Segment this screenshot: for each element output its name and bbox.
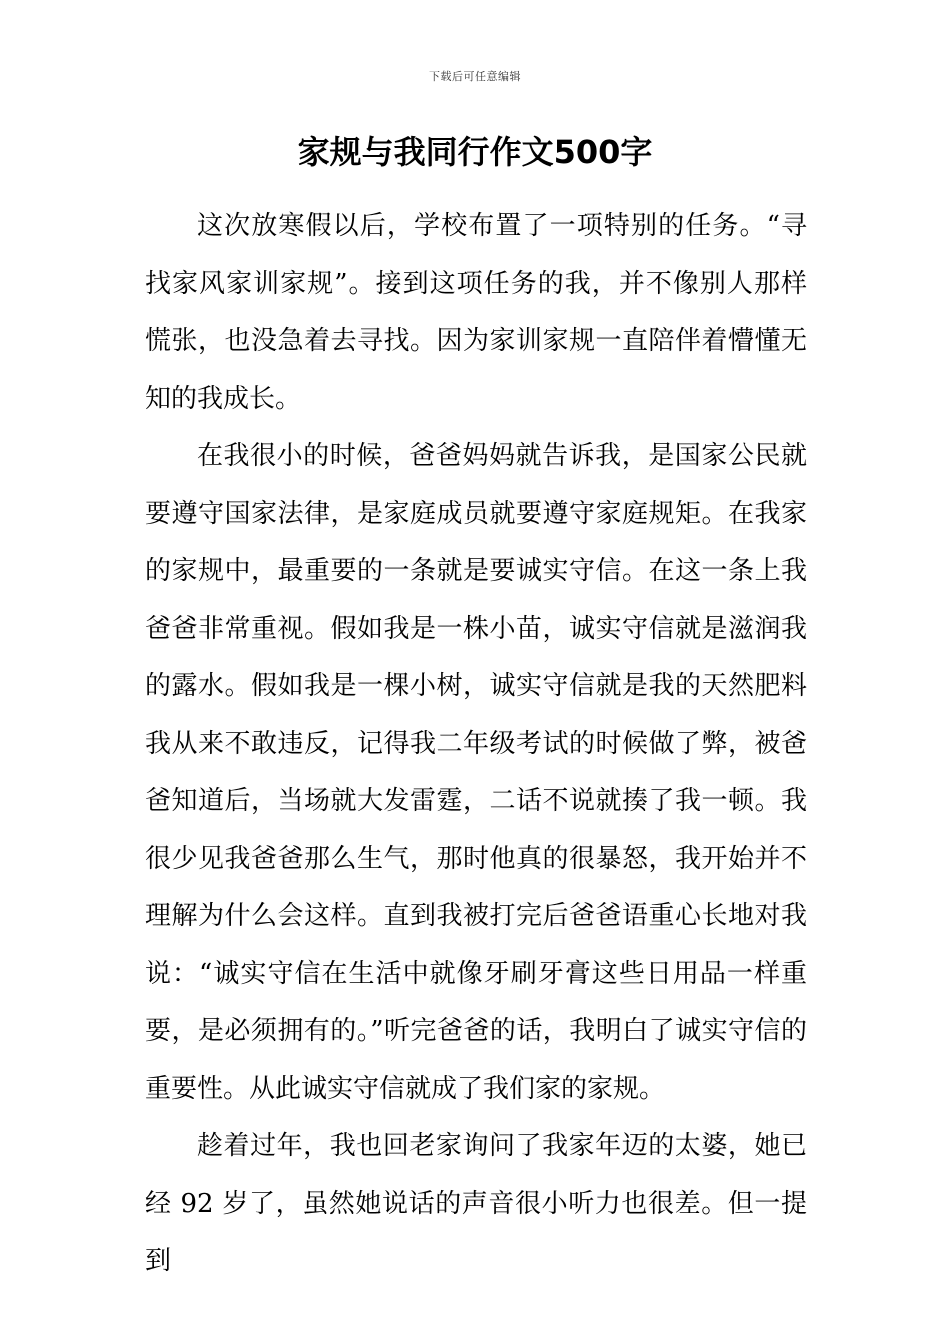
paragraph-3: 趁着过年，我也回老家询问了我家年迈的太婆，她已经 92 岁了，虽然她说话的声音很小听力也很差。但一提到	[145, 1131, 807, 1276]
paragraph-2: 在我很小的时候，爸爸妈妈就告诉我，是国家公民就要遵守国家法律，是家庭成员就要遵守家庭规矩。在我家的家规中，最重要的一条就是要诚实守信。在这一条上我爸爸非常重视。假如我是一株小苗，诚实守信就是滋润我的露水。假如我是一棵小树，诚实守信就是我的天然肥料我从来不敢违反，记得我二年级考试的时候做了弊，被爸爸知道后，当场就大发雷霆，二话不说就揍了我一顿。我很少见我爸爸那么生气，那时他真的很暴怒，我开始并不理解为什么会这样。直到我被打完后爸爸语重心长地对我说：“诚实守信在生活中就像牙刷牙膏这些日用品一样重要，是必须拥有的。”听完爸爸的话，我明白了诚实守信的重要性。从此诚实守信就成了我们家的家规。	[145, 441, 807, 1104]
header-note: 下载后可任意编辑	[429, 70, 521, 83]
document-title: 家规与我同行作文500字	[297, 133, 653, 171]
paragraph-1: 这次放寒假以后，学校布置了一项特别的任务。“寻找家风家训家规”。接到这项任务的我，并不像别人那样慌张，也没急着去寻找。因为家训家规一直陪伴着懵懂无知的我成长。	[145, 211, 807, 414]
document-body	[145, 198, 807, 1291]
